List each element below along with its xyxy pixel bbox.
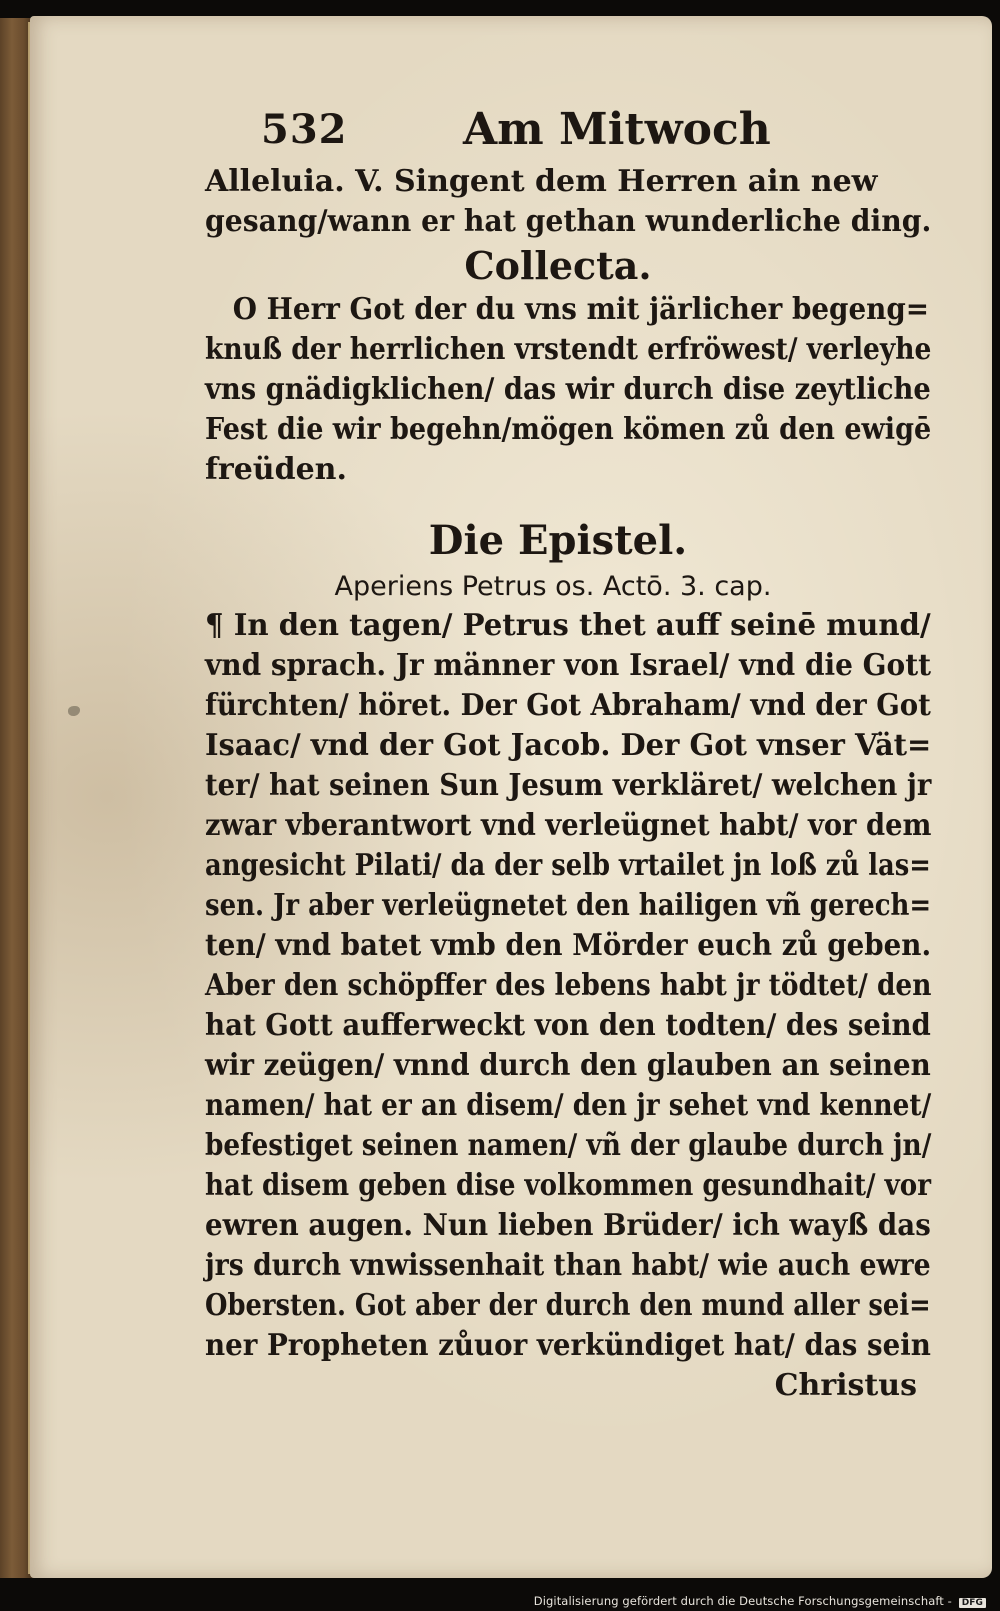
text-line: wir zeügen/ vnnd durch den glauben an seinen [205, 1048, 931, 1083]
text-line: knuß der herrlichen vrstendt erfröwest/ verleyhe [205, 332, 932, 367]
epistel-citation: Aperiens Petrus os. Actō. 3. cap. [334, 571, 772, 602]
text-line: ¶ In den tagen/ Petrus thet auff seinē mund/ [205, 608, 931, 643]
alleluia-verse [205, 162, 931, 242]
dfg-logo: DFG [959, 1598, 986, 1608]
epistel-text [205, 606, 931, 1366]
text-line: ner Propheten zůuor verkündiget hat/ das sein [205, 1328, 931, 1363]
text-line: ten/ vnd batet vmb den Mörder euch zů geben. [205, 928, 932, 963]
text-line: vnd sprach. Jr männer von Israel/ vnd die Gott [205, 648, 932, 683]
ink-blot [68, 706, 80, 716]
collecta-text [205, 290, 931, 490]
text-line: befestiget seinen namen/ vñ der glaube durch jn/ [205, 1128, 932, 1163]
text-line: vns gnädigklichen/ das wir durch dise zeytliche [205, 372, 931, 407]
text-line: gesang/wann er hat gethan wunderliche ding. [205, 204, 932, 239]
running-head: Am Mitwoch [463, 104, 771, 155]
text-line: fürchten/ höret. Der Got Abraham/ vnd der Got [205, 688, 931, 723]
text-line: sen. Jr aber verleügnetet den hailigen vñ gerech= [205, 888, 932, 923]
page-header [205, 100, 931, 162]
text-line: angesicht Pilati/ da der selb vrtailet jn loß zů las= [205, 848, 931, 883]
page-text [205, 100, 931, 1406]
text-line: namen/ hat er an disem/ den jr sehet vnd kennet/ [205, 1088, 932, 1123]
text-line: Isaac/ vnd der Got Jacob. Der Got vnser Vät= [205, 728, 932, 763]
text-line: ter/ hat seinen Sun Jesum verkläret/ welchen jr [205, 768, 932, 803]
text-line: Fest die wir begehn/mögen kömen zů den ewigē [205, 412, 932, 447]
text-line: ewren augen. Nun lieben Brüder/ ich wayß das [205, 1208, 931, 1243]
digitization-credit [534, 1594, 986, 1608]
text-line: Aber den schöpffer des lebens habt jr tödtet/ den [205, 968, 932, 1003]
text-line: zwar vberantwort vnd verleügnet habt/ vor dem [205, 808, 932, 843]
text-line: jrs durch vnwissenhait than habt/ wie auch ewre [205, 1248, 931, 1283]
page-number: 532 [261, 106, 348, 153]
text-line: hat disem geben dise volkommen gesundhait/ vor [205, 1168, 931, 1203]
text-line: freüden. [205, 452, 347, 487]
catchword: Christus [774, 1368, 917, 1403]
credit-text: Digitalisierung gefördert durch die Deutsche Forschungsgemeinschaft - [533, 1594, 952, 1608]
collecta-heading: Collecta. [464, 243, 652, 288]
text-line: O Herr Got der du vns mit järlicher begeng= [232, 292, 930, 327]
text-line: Alleluia. V. Singent dem Herren ain new [205, 164, 878, 199]
epistel-heading: Die Epistel. [428, 517, 688, 564]
text-line: Obersten. Got aber der durch den mund aller sei= [205, 1288, 931, 1323]
text-line: hat Gott aufferweckt von den todten/ des seind [205, 1008, 931, 1043]
